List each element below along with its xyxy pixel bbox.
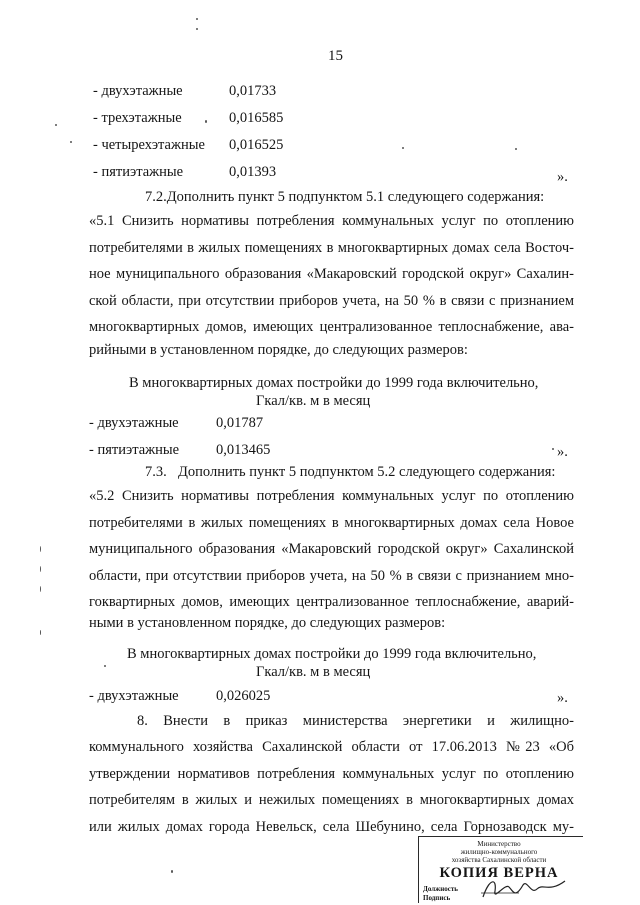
item-8-first-line: 8. Внести в приказ министерства энергетики и жилищно- <box>137 713 574 729</box>
paragraph-last-line: рийными в установленном порядке, до следующих размеров: <box>89 342 468 358</box>
scan-speck <box>552 448 554 450</box>
paragraph-line: утверждении нормативов потребления коммунальных услуг по отоплению <box>89 765 574 782</box>
units: Гкал/кв. м в месяц <box>256 664 371 680</box>
paragraph-line: коммунального хозяйства Сахалинской области от 17.06.2013 №23 «Об <box>89 739 574 755</box>
subtitle: В многоквартирных домах постройки до 1999 года включительно, <box>129 375 539 391</box>
paragraph-line: «5.1 Снизить нормативы потребления коммунальных услуг по отоплению <box>89 213 574 229</box>
row-value: 0,026025 <box>216 688 271 704</box>
scan-speck <box>196 28 198 30</box>
scan-speck <box>55 124 57 126</box>
scan-speck <box>70 141 72 143</box>
item-7-3-heading: Дополнить пункт 5 подпунктом 5.2 следующего содержания: <box>178 464 556 480</box>
close-quote: ». <box>557 169 568 185</box>
signature-icon <box>479 873 569 903</box>
paragraph-line: потребителями в жилых помещениях в многоквартирных домах села Новое <box>89 514 574 531</box>
paragraph-line: муниципального образования «Макаровский городской округ» Сахалинской <box>89 541 574 558</box>
item-7-3-body <box>89 483 574 616</box>
page-number: 15 <box>328 48 343 64</box>
paragraph-line: или жилых домах города Невельск, села Шебунино, села Горнозаводск му- <box>89 818 574 835</box>
paragraph-line: потребителям в жилых и нежилых помещениях в многоквартирных домах <box>89 792 574 809</box>
scan-speck <box>171 870 173 873</box>
row-label: - пятиэтажные <box>89 442 180 458</box>
paragraph-line: гоквартирных домов, имеющих централизованное теплоснабжение, аварий- <box>89 594 574 611</box>
row-value: 0,01393 <box>229 164 277 180</box>
stamp-position-label: Должность <box>423 885 459 893</box>
scan-speck <box>402 147 404 149</box>
row-label: - пятиэтажные <box>93 164 184 180</box>
close-quote: ». <box>557 690 568 706</box>
stamp-line: жилищно-коммунального <box>460 848 538 856</box>
paragraph-line: многоквартирных домов, имеющих централизованное теплоснабжение, ава- <box>89 319 574 336</box>
stamp-line: Министерство <box>477 840 521 848</box>
item-7-2-heading: 7.2.Дополнить пункт 5 подпунктом 5.1 следующего содержания: <box>145 189 545 205</box>
certification-stamp <box>418 836 583 903</box>
row-value: 0,01787 <box>216 415 264 431</box>
paragraph-line: ное муниципального образования «Макаровский городской округ» Сахалин- <box>89 266 574 283</box>
row-label: - двухэтажные <box>89 415 179 431</box>
item-7-3-number: 7.3. <box>145 464 167 480</box>
item-7-2-body <box>89 208 574 341</box>
subtitle: В многоквартирных домах постройки до 1999 года включительно, <box>127 646 537 662</box>
row-label: - трехэтажные <box>93 110 182 126</box>
scan-speck <box>40 546 41 552</box>
stamp-line: хозяйства Сахалинской области <box>451 856 547 864</box>
units: Гкал/кв. м в месяц <box>256 393 371 409</box>
row-value: 0,01733 <box>229 83 277 99</box>
row-label: - двухэтажные <box>93 83 183 99</box>
stamp-title: КОПИЯ ВЕРНА <box>439 865 559 881</box>
scan-speck <box>515 148 517 150</box>
close-quote: ». <box>557 444 568 460</box>
row-value: 0,016585 <box>229 110 284 126</box>
paragraph-line: ской области, при отсутствии приборов учета, на 50 % в связи с признанием <box>89 292 574 309</box>
paragraph-line: области, при отсутствии приборов учета, на 50 % в связи с признанием мно- <box>89 567 574 584</box>
row-value: 0,016525 <box>229 137 284 153</box>
stamp-signature-label: Подпись <box>423 894 451 902</box>
scan-speck <box>40 566 41 572</box>
row-label: - двухэтажные <box>89 688 179 704</box>
paragraph-line: «5.2 Снизить нормативы потребления коммунальных услуг по отоплению <box>89 488 574 504</box>
row-label: - четырехэтажные <box>93 137 205 153</box>
scan-speck <box>205 120 207 123</box>
scan-speck <box>196 18 198 20</box>
row-value: 0,013465 <box>216 442 271 458</box>
scan-speck <box>40 586 41 592</box>
scan-speck <box>104 665 106 667</box>
item-8-body <box>89 734 574 840</box>
scan-speck <box>40 630 41 635</box>
paragraph-last-line: ными в установленном порядке, до следующих размеров: <box>89 615 446 631</box>
paragraph-line: потребителями в жилых помещениях в многоквартирных домах села Восточ- <box>89 239 574 256</box>
